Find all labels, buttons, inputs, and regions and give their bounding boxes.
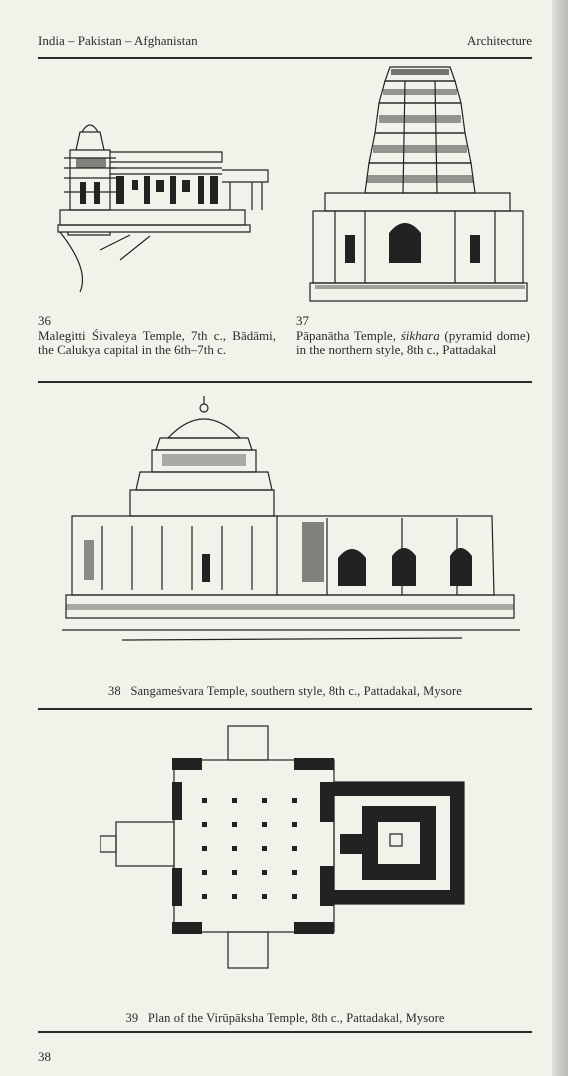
section-rule-2 [38,708,532,710]
caption-37-text-italic: śikhara [400,327,440,343]
caption-39-text: Plan of the Virūpāksha Temple, 8th c., Pattadakal, Mysore [147,1011,445,1025]
page-number: 38 [38,1049,51,1064]
header-rule [38,57,532,59]
figure-36-drawing [40,110,285,300]
caption-37-text-post: (pyramid dome) in the northern style, 8th c., Pattadakal [296,327,530,357]
figure-37-drawing [305,63,530,306]
caption-37 [296,314,530,358]
caption-38-number: 38 [108,684,121,698]
caption-36-text: Malegitti Śivaleya Temple, 7th c., Bādāmi, the Calukya capital in the 6th–7th c. [38,327,276,357]
caption-37-text-pre: Pāpanātha Temple, [296,327,401,343]
caption-38 [38,684,532,699]
page-edge-shadow [552,0,568,1076]
figure-38-drawing [62,390,520,652]
section-rule-1 [38,381,532,383]
caption-36 [38,314,276,358]
figure-39-plan [100,722,470,974]
running-header [38,33,532,49]
caption-39-number: 39 [125,1011,139,1025]
footer-rule [38,1031,532,1033]
header-section: Architecture [467,33,532,48]
header-region: India – Pakistan – Afghanistan [38,33,198,48]
caption-38-text: Sangameśvara Temple, southern style, 8th c., Pattadakal, Mysore [130,684,462,698]
caption-37-number: 37 [296,313,309,328]
caption-39 [38,1011,532,1026]
caption-36-number: 36 [38,313,51,328]
